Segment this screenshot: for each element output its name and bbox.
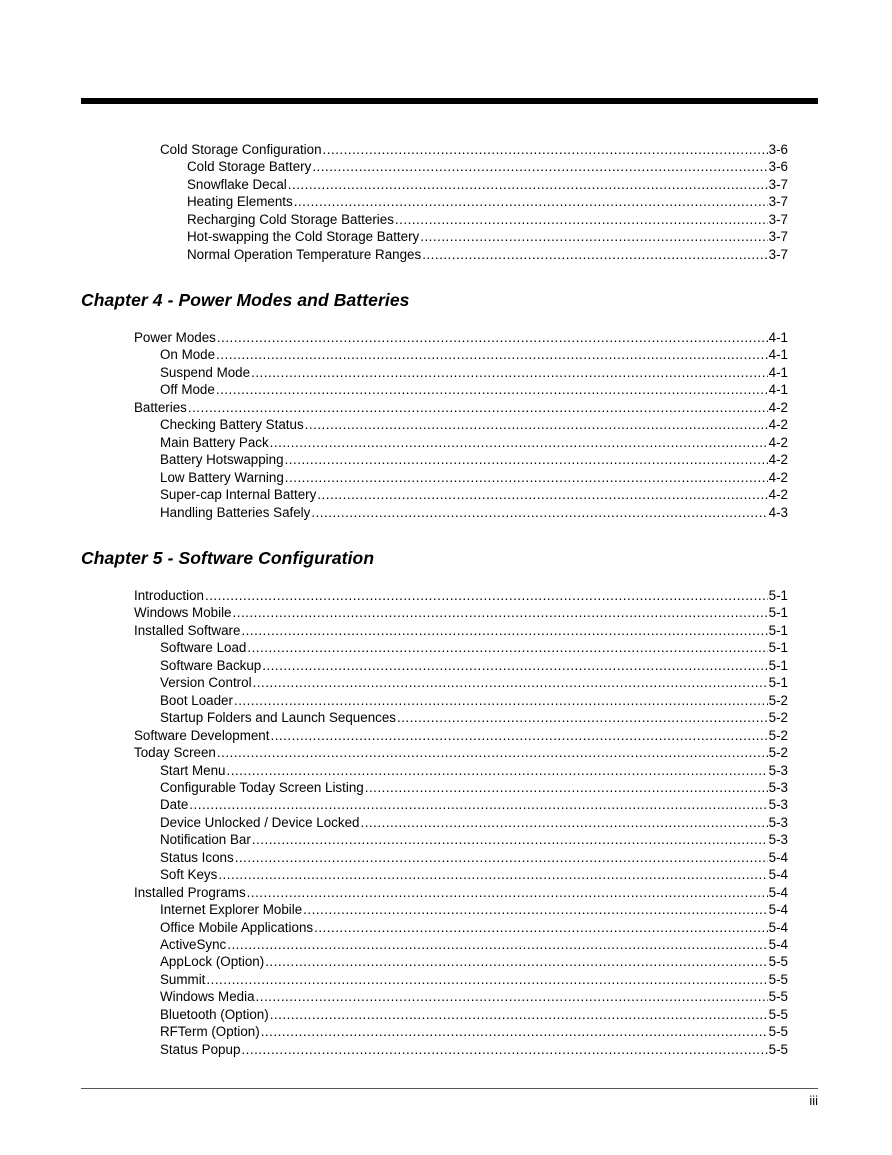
toc-entry[interactable]: [160, 796, 788, 814]
toc-entry-page: 5-2: [768, 692, 788, 708]
dot-leader: [247, 884, 768, 902]
dot-leader: [217, 329, 768, 347]
toc-entry-page: 5-2: [768, 727, 788, 743]
toc-entry[interactable]: [160, 936, 788, 954]
toc-entry[interactable]: [160, 779, 788, 797]
toc-entry[interactable]: [134, 587, 788, 605]
toc-entry[interactable]: [134, 744, 788, 762]
toc-entry-title: Handling Batteries Safely: [160, 504, 311, 520]
toc-entry-page: 4-2: [768, 452, 788, 468]
toc-entry[interactable]: [160, 1041, 788, 1059]
toc-entry[interactable]: [187, 246, 788, 264]
toc-entry[interactable]: [160, 762, 788, 780]
toc-entry-page: 5-5: [768, 1006, 788, 1022]
dot-leader: [395, 211, 768, 229]
dot-leader: [360, 814, 767, 832]
toc-entry-page: 4-3: [768, 504, 788, 520]
dot-leader: [241, 622, 767, 640]
toc-entry[interactable]: [160, 381, 788, 399]
toc-entry-title: Normal Operation Temperature Ranges: [187, 246, 422, 262]
toc-entry-title: Power Modes: [134, 330, 216, 345]
toc-entry-title: Cold Storage Configuration: [160, 142, 322, 157]
toc-entry-title: Checking Battery Status: [160, 417, 304, 433]
toc-entry[interactable]: [160, 657, 788, 675]
dot-leader: [227, 762, 768, 780]
toc-entry-title: Internet Explorer Mobile: [160, 902, 303, 918]
toc-entry-title: On Mode: [160, 347, 216, 363]
toc-entry-page: 5-5: [768, 1041, 788, 1057]
toc-entry-title: Software Backup: [160, 657, 262, 673]
dot-leader: [233, 604, 768, 622]
toc-entry-page: 4-1: [768, 330, 788, 345]
dot-leader: [189, 796, 767, 814]
toc-entry-page: 3-7: [768, 211, 788, 227]
toc-entry-page: 5-3: [768, 779, 788, 795]
toc-entry[interactable]: [160, 364, 788, 382]
dot-leader: [251, 364, 768, 382]
dot-leader: [253, 674, 768, 692]
toc-entry-title: Status Icons: [160, 849, 234, 865]
toc-entry-page: 3-6: [768, 142, 788, 157]
dot-leader: [206, 971, 767, 989]
dot-leader: [314, 919, 768, 937]
toc-entry[interactable]: [160, 831, 788, 849]
toc-entry[interactable]: [160, 1006, 788, 1024]
toc-entry-title: Today Screen: [134, 745, 216, 761]
toc-entry-page: 5-1: [768, 588, 788, 603]
toc-entry-page: 4-1: [768, 382, 788, 398]
dot-leader: [311, 504, 767, 522]
toc-entry-page: 5-3: [768, 814, 788, 830]
toc-entry-page: 5-4: [768, 867, 788, 883]
dot-leader: [265, 953, 767, 971]
toc-entry-page: 3-6: [768, 159, 788, 175]
toc-entry[interactable]: [187, 211, 788, 229]
toc-entry[interactable]: [160, 988, 788, 1006]
toc-entry[interactable]: [134, 622, 788, 640]
toc-entry-page: 4-1: [768, 347, 788, 363]
toc-entry[interactable]: [160, 919, 788, 937]
toc-entry-page: 3-7: [768, 246, 788, 262]
dot-leader: [317, 486, 767, 504]
toc-entry-title: Main Battery Pack: [160, 434, 269, 450]
dot-leader: [365, 779, 768, 797]
toc-entry-title: ActiveSync: [160, 937, 227, 952]
toc-entry-title: Super-cap Internal Battery: [160, 487, 317, 503]
toc-entry-title: Heating Elements: [187, 194, 293, 210]
toc-entry-title: Windows Media: [160, 989, 255, 1005]
dot-leader: [270, 1006, 768, 1024]
toc-entry-title: Off Mode: [160, 382, 215, 398]
toc-entry-title: RFTerm (Option): [160, 1024, 260, 1040]
toc-entry-page: 5-1: [768, 605, 788, 621]
toc-entry-title: Start Menu: [160, 762, 226, 778]
toc-entry-page: 5-3: [768, 762, 788, 778]
toc-entry[interactable]: [160, 953, 788, 971]
toc-entry-title: Software Development: [134, 727, 270, 743]
toc-entry-page: 4-2: [768, 434, 788, 450]
toc-entry-page: 5-1: [768, 657, 788, 673]
dot-leader: [270, 727, 767, 745]
toc-entry-page: 4-1: [768, 364, 788, 380]
toc-entry-title: Cold Storage Battery: [187, 159, 312, 175]
toc-entry-title: Status Popup: [160, 1041, 241, 1057]
toc-entry-page: 5-4: [768, 884, 788, 900]
dot-leader: [205, 587, 768, 605]
toc-entry-page: 3-7: [768, 176, 788, 192]
toc-entry-page: 5-1: [768, 622, 788, 638]
toc-entry[interactable]: [160, 1023, 788, 1041]
dot-leader: [227, 936, 767, 954]
bottom-rule: [81, 1088, 818, 1089]
toc-entry-page: 5-4: [768, 902, 788, 918]
toc-entry-title: Configurable Today Screen Listing: [160, 779, 364, 795]
toc-entry-page: 3-7: [768, 194, 788, 210]
dot-leader: [397, 709, 768, 727]
toc-entry-title: AppLock (Option): [160, 954, 265, 970]
dot-leader: [235, 849, 768, 867]
toc-entry-page: 5-5: [768, 989, 788, 1005]
toc-entry-page: 5-3: [768, 797, 788, 813]
toc-entry-title: Version Control: [160, 675, 252, 691]
page-number: iii: [809, 1093, 818, 1108]
toc-entry-page: 5-2: [768, 710, 788, 726]
toc-entry-title: Recharging Cold Storage Batteries: [187, 211, 394, 227]
toc-entry[interactable]: [134, 727, 788, 745]
toc-entry-title: Snowflake Decal: [187, 176, 287, 192]
dot-leader: [288, 176, 768, 194]
toc-entry-page: 4-2: [768, 417, 788, 433]
toc-entry-title: Suspend Mode: [160, 364, 251, 380]
dot-leader: [234, 692, 768, 710]
toc-entry[interactable]: [160, 469, 788, 487]
dot-leader: [256, 988, 768, 1006]
toc-entry[interactable]: [134, 604, 788, 622]
toc-entry-page: 5-4: [768, 919, 788, 935]
toc-entry-page: 4-2: [768, 487, 788, 503]
dot-leader: [323, 141, 768, 159]
dot-leader: [216, 381, 768, 399]
toc-entry-title: Windows Mobile: [134, 605, 232, 621]
dot-leader: [422, 246, 767, 264]
toc-entry-page: 5-2: [768, 745, 788, 761]
toc-entry[interactable]: [160, 639, 788, 657]
dot-leader: [217, 744, 768, 762]
dot-leader: [252, 831, 768, 849]
toc-entry[interactable]: [160, 709, 788, 727]
toc-entry[interactable]: [160, 866, 788, 884]
dot-leader: [303, 901, 767, 919]
toc-entry[interactable]: [160, 486, 788, 504]
toc-entry[interactable]: [160, 814, 788, 832]
toc-entry-page: 4-2: [768, 469, 788, 485]
toc-entry[interactable]: [160, 901, 788, 919]
dot-leader: [216, 346, 768, 364]
toc-entry-title: Date: [160, 797, 189, 813]
toc-entry-title: Software Load: [160, 640, 247, 656]
dot-leader: [247, 639, 767, 657]
toc-entry-page: 5-3: [768, 832, 788, 848]
toc-entry-title: Bluetooth (Option): [160, 1006, 269, 1022]
toc-entry[interactable]: [134, 329, 788, 347]
dot-leader: [285, 469, 768, 487]
toc-entry[interactable]: [160, 971, 788, 989]
toc-entry-page: 5-1: [768, 675, 788, 691]
dot-leader: [262, 657, 767, 675]
dot-leader: [305, 416, 768, 434]
toc-entry[interactable]: [134, 399, 788, 417]
toc-entry-page: 5-5: [768, 1024, 788, 1040]
dot-leader: [241, 1041, 767, 1059]
toc-entry-title: Installed Programs: [134, 884, 246, 900]
toc-entry-page: 5-4: [768, 849, 788, 865]
dot-leader: [420, 228, 767, 246]
top-rule: [81, 98, 818, 104]
toc-entry-title: Startup Folders and Launch Sequences: [160, 710, 396, 726]
toc-entry-title: Hot-swapping the Cold Storage Battery: [187, 229, 420, 245]
dot-leader: [285, 451, 768, 469]
toc-entry[interactable]: [187, 228, 788, 246]
toc-entry-title: Office Mobile Applications: [160, 919, 314, 935]
toc-entry[interactable]: [187, 176, 788, 194]
toc-entry[interactable]: [160, 849, 788, 867]
toc-entry-title: Soft Keys: [160, 867, 218, 883]
dot-leader: [188, 399, 768, 417]
toc-entry-title: Battery Hotswapping: [160, 452, 284, 468]
toc-entry[interactable]: [160, 434, 788, 452]
dot-leader: [270, 434, 768, 452]
toc-entry-title: Boot Loader: [160, 692, 233, 708]
toc-entry[interactable]: [187, 193, 788, 211]
toc-entry[interactable]: [160, 692, 788, 710]
toc-entry[interactable]: [134, 884, 788, 902]
toc-entry-page: 5-1: [768, 640, 788, 656]
toc-entry[interactable]: [160, 674, 788, 692]
toc-entry-title: Device Unlocked / Device Locked: [160, 814, 360, 830]
toc-entry-title: Low Battery Warning: [160, 469, 284, 485]
dot-leader: [294, 193, 768, 211]
toc-entry[interactable]: [160, 504, 788, 522]
toc-entry[interactable]: [160, 141, 788, 159]
toc-entry-page: 5-5: [768, 971, 788, 987]
toc-entry-title: Summit: [160, 971, 206, 987]
toc-entry-page: 5-4: [768, 937, 788, 952]
toc-entry-page: 3-7: [768, 229, 788, 245]
dot-leader: [261, 1023, 768, 1041]
toc-entry[interactable]: [160, 346, 788, 364]
toc-entry-page: 4-2: [768, 399, 788, 415]
toc-entry[interactable]: [160, 451, 788, 469]
toc-entry[interactable]: [160, 416, 788, 434]
toc-entry-title: Introduction: [134, 588, 204, 603]
chapter-5-heading: Chapter 5 - Software Configuration: [81, 548, 375, 568]
toc-entry[interactable]: [187, 158, 788, 176]
dot-leader: [218, 866, 767, 884]
dot-leader: [312, 158, 767, 176]
chapter-4-heading: Chapter 4 - Power Modes and Batteries: [81, 290, 410, 310]
toc-entry-title: Batteries: [134, 399, 187, 415]
toc-entry-page: 5-5: [768, 954, 788, 970]
toc-entry-title: Notification Bar: [160, 832, 251, 848]
toc-entry-title: Installed Software: [134, 622, 241, 638]
